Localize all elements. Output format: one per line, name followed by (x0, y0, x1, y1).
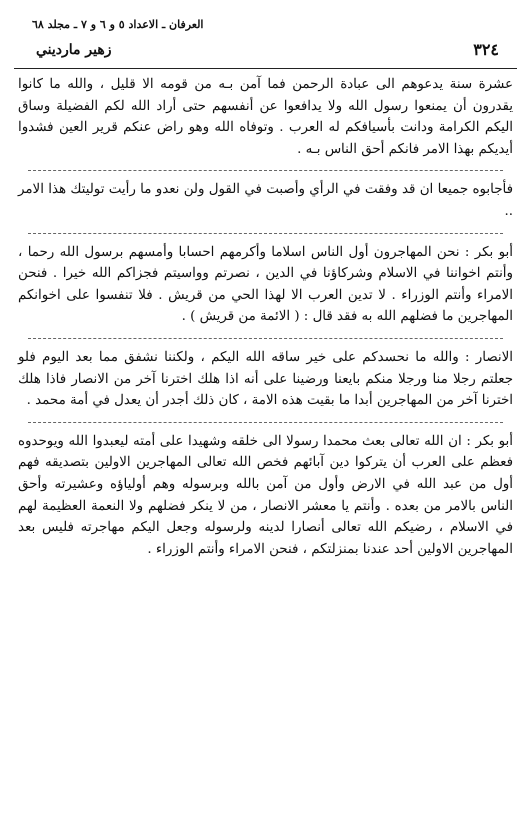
paragraph-5: أبو بكر : ان الله تعالى بعث محمدا رسولا الى خلقه وشهيدا على أمته ليعبدوا الله ويوحدوه فعظم على العرب أن يتركوا دين آبائهم فخص الله تعالى المهاجرين الاولين بتصديقه فهم أول من عبد الله في الارض وأول من آمن بالله وبرسوله وهم أولياؤه وعشيرته وأحق الناس بالامر من بعده . وأنتم يا معشر الانصار ، من لا ينكر فضلهم ولا النعمة العظيمة لهم في الاسلام ، رضيكم الله تعالى أنصارا لدينه ولرسوله وجعل اليكم مهاجرته فليس بعد المهاجرين الاولين أحد عندنا بمنزلتكم ، فنحن الامراء وأنتم الوزراء . (18, 433, 513, 557)
paragraph-1: عشرة سنة يدعوهم الى عبادة الرحمن فما آمن بـه من قومه الا قليل ، والله ما كانوا يقدرون أن يمنعوا رسول الله ولا يدافعوا عن أنفسهم حتى أراد الله لكم الفضيلة وساق اليكم الكرامة ودانت بأسيافكم له العرب . وتوفاه الله وهو راض عنكم قرير العين فشدوا أيديكم بهذا الامر فانكم أحق الناس بـه . (18, 77, 513, 157)
journal-reference: العرفان ـ الاعداد ٥ و ٦ و ٧ ـ مجلد ٦٨ (32, 18, 204, 31)
section-divider (28, 338, 503, 339)
running-head (22, 14, 509, 36)
paragraph-4: الانصار : والله ما نحسدكم على خير ساقه الله اليكم ، ولكننا نشفق مما بعد اليوم فلو جعلتم رجلا منا ورجلا منكم بايعنا ورضينا على أنه اذا هلك اخترنا آخر من الانصار فاذا هلك اخترنا آخر من المهاجرين أبدا ما بقيت هذه الامة ، كان ذلك أجدر أن يعدل في أمة محمد . (18, 349, 513, 409)
paragraph-3: أبو بكر : نحن المهاجرون أول الناس اسلاما وأكرمهم احسابا وأمسهم برسول الله رحما ، وأنتم اخواننا في الاسلام وشركاؤنا في الدين ، نصرتم وواسيتم فجزاكم الله خيرا . فنحن الامراء وأنتم الوزراء . لا تدين العرب الا لهذا الحي من قريش . فلا تنفسوا على اخوانكم المهاجرين ما فضلهم الله به فقد قال : ( الائمة من قريش ) . (18, 244, 513, 325)
page-number: ٣٢٤ (473, 40, 499, 59)
page-body (18, 74, 513, 806)
paragraph-2: فأجابوه جميعا ان قد وفقت في الرأي وأصبت في القول ولن نعدو ما رأيت توليتك هذا الامر .. (18, 182, 513, 219)
author-name: زهير مارديني (36, 42, 112, 58)
page-header (14, 38, 517, 69)
section-divider (28, 170, 503, 171)
section-divider (28, 233, 503, 234)
section-divider (28, 422, 503, 423)
